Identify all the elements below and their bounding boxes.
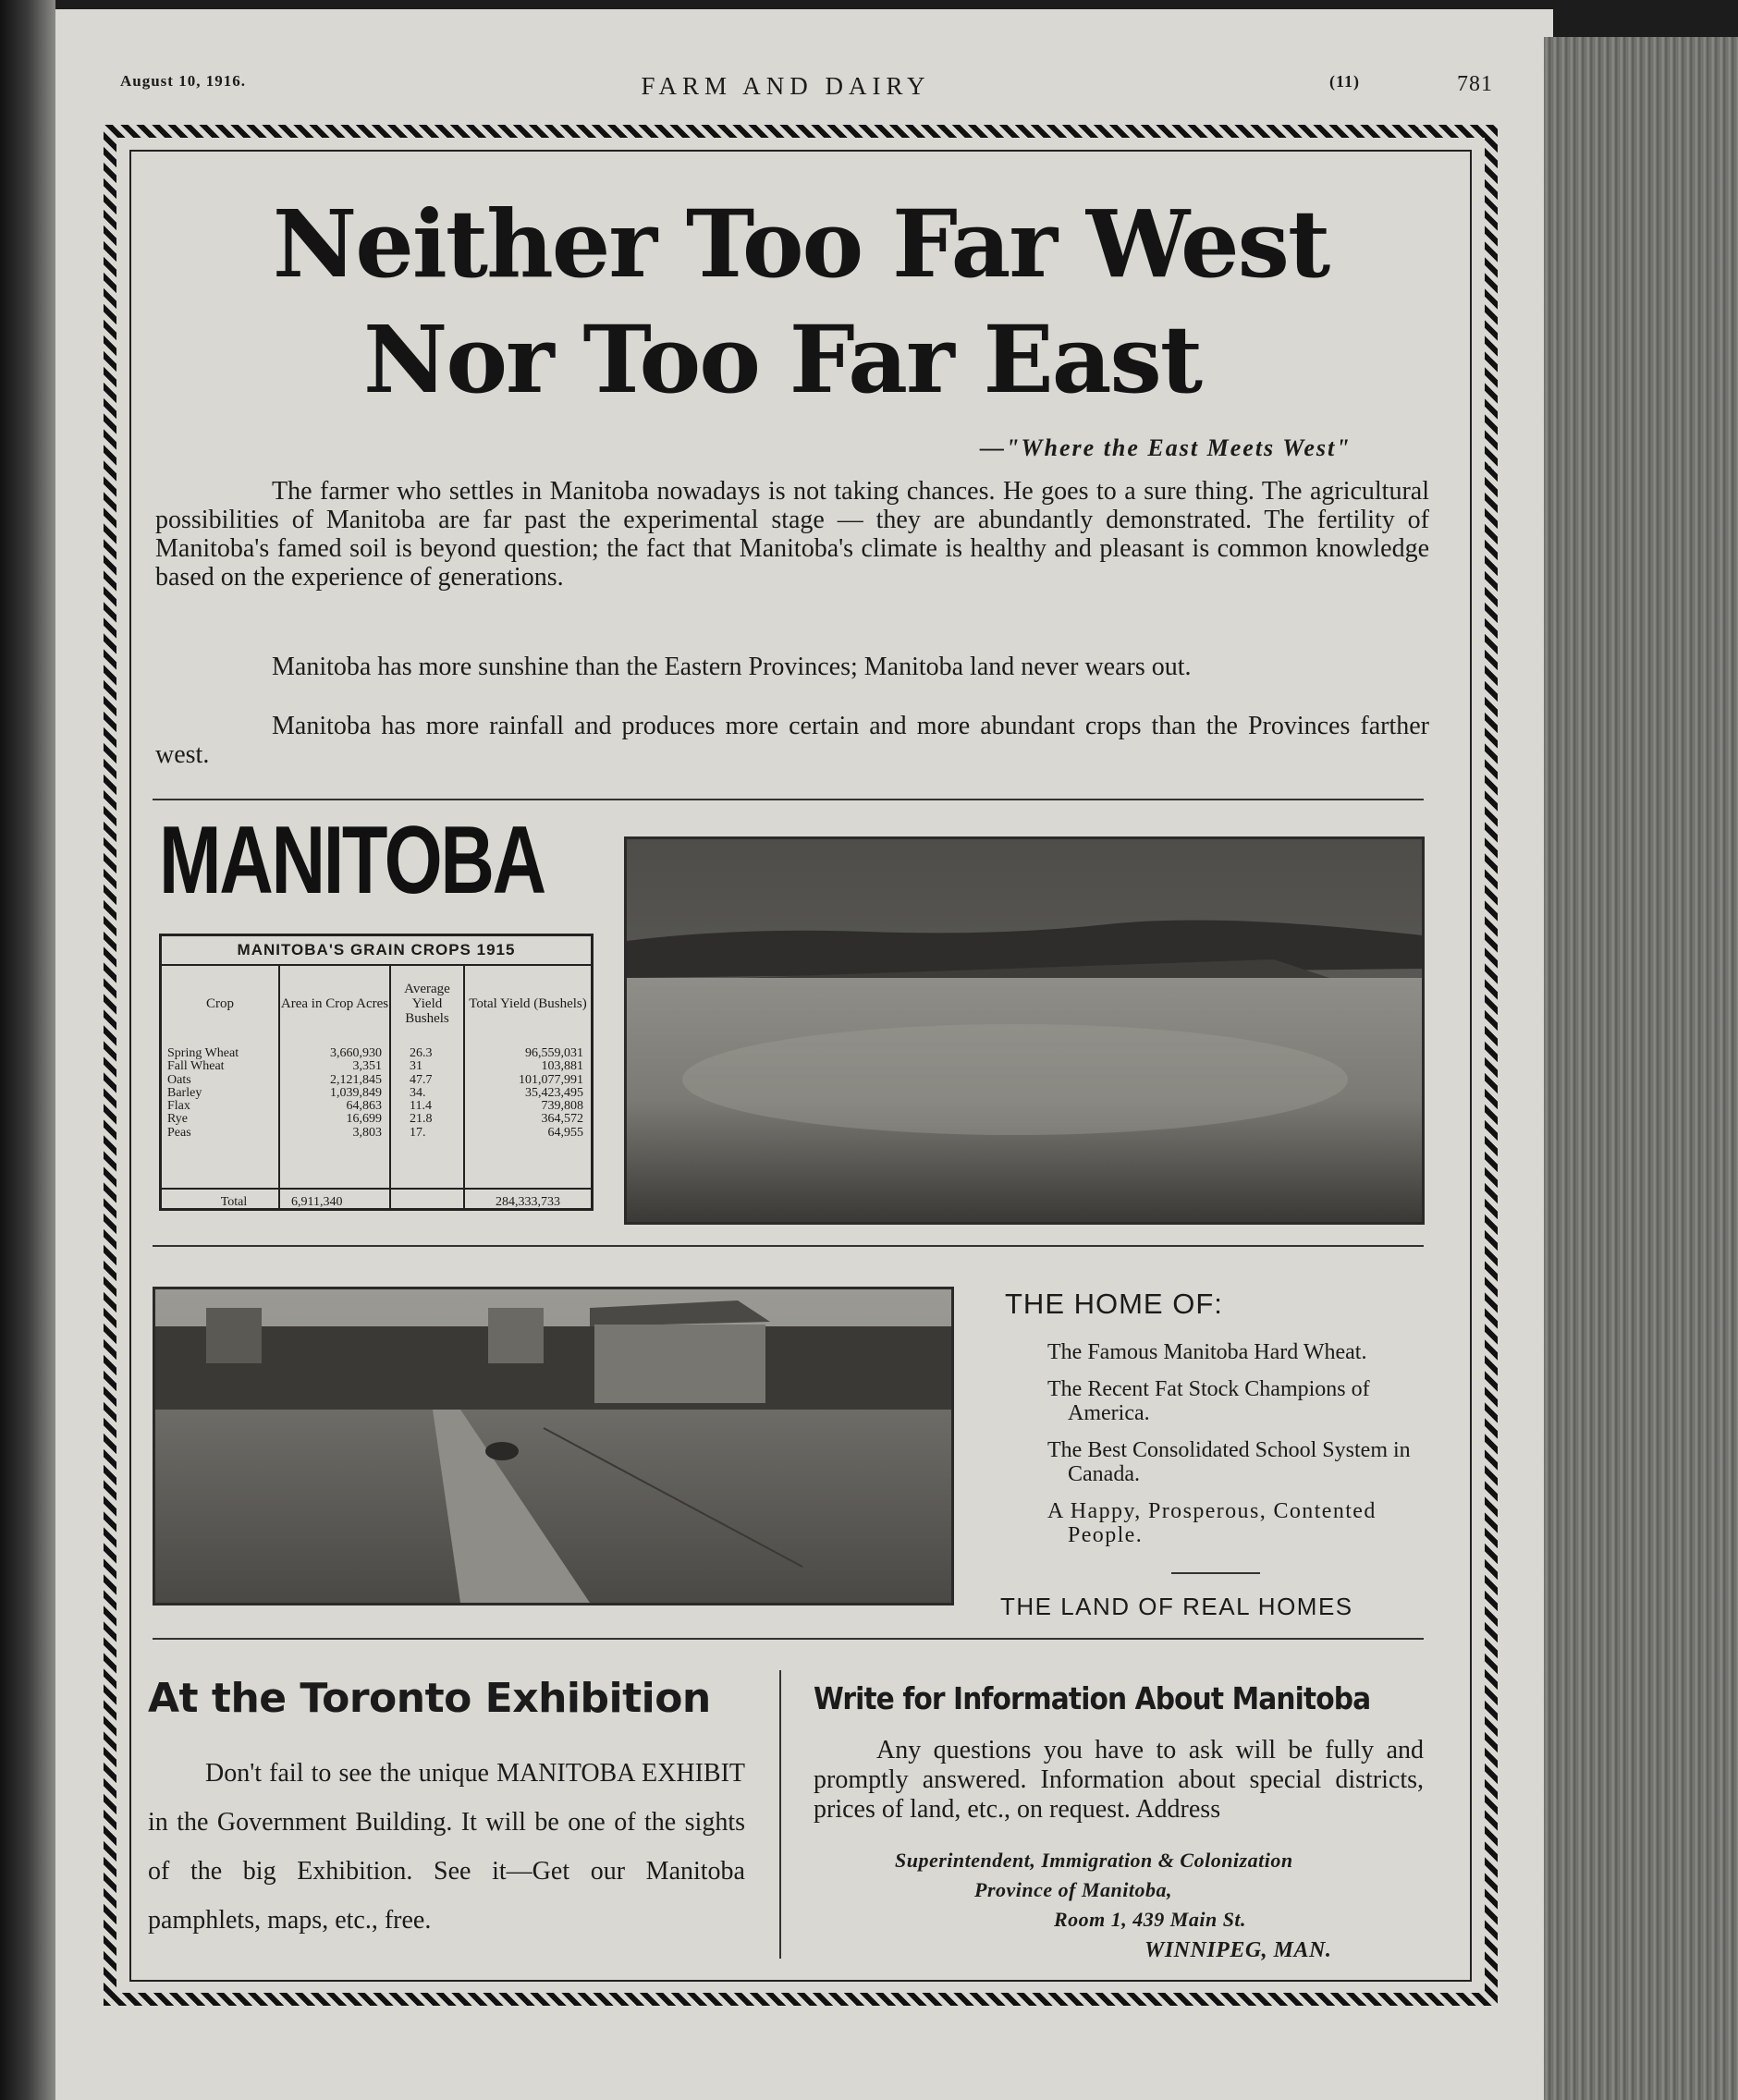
table-cell-yield: 34. <box>410 1085 426 1100</box>
short-divider <box>1171 1572 1260 1574</box>
table-cell-crop: Oats <box>167 1072 191 1087</box>
binding-shadow <box>0 0 55 2100</box>
table-cell-area: 1,039,849 <box>330 1085 382 1100</box>
province-title: MANITOBA <box>159 807 545 914</box>
table-cell-crop: Rye <box>167 1112 188 1127</box>
table-cell-yield: 31 <box>410 1059 422 1074</box>
table-cell-total: 96,559,031 <box>525 1046 583 1060</box>
table-cell-yield: 17. <box>410 1125 426 1140</box>
section-divider-2 <box>153 1245 1424 1247</box>
intro-paragraph-1: The farmer who settles in Manitoba nowadays is not taking chances. He goes to a sure thing. The agricultural possibilities of Manitoba are far past the experimental stage — they are abundantly demonstrated. The fertility of Manitoba's famed soil is beyond question; the fact that Manitoba's climate is healthy and pleasant is common knowledge based on the experience of generations. <box>155 477 1429 592</box>
header-area: Area in Crop Acres <box>280 996 389 1011</box>
table-cell-yield: 11.4 <box>410 1099 432 1114</box>
table-cell-total: 364,572 <box>541 1112 583 1127</box>
address-line-1: Superintendent, Immigration & Colonization <box>895 1849 1293 1872</box>
table-cell-crop: Fall Wheat <box>167 1059 225 1074</box>
intro-paragraph-2: Manitoba has more sunshine than the Eastern Provinces; Manitoba land never wears out. <box>272 653 1192 681</box>
issue-date: August 10, 1916. <box>120 72 246 90</box>
tagline: —"Where the East Meets West" <box>980 434 1352 461</box>
column-area <box>280 966 391 1208</box>
toronto-title: At the Toronto Exhibition <box>148 1675 711 1722</box>
list-item: The Famous Manitoba Hard Wheat. <box>1047 1340 1367 1364</box>
header-crop: Crop <box>206 996 234 1011</box>
section-divider-3 <box>153 1638 1424 1640</box>
table-cell-yield: 26.3 <box>410 1046 433 1060</box>
intro-paragraph-3: Manitoba has more rainfall and produces more certain and more abundant crops than the Provinces farther west. <box>155 712 1429 769</box>
table-cell-area: 2,121,845 <box>330 1072 382 1087</box>
table-cell-area: 64,863 <box>346 1099 382 1114</box>
table-cell-crop: Barley <box>167 1085 202 1100</box>
table-cell-crop: Peas <box>167 1125 191 1140</box>
write-title: Write for Information About Manitoba <box>814 1680 1371 1716</box>
header-total: Total Yield (Bushels) <box>469 996 587 1011</box>
total-area: 6,911,340 <box>280 1188 389 1210</box>
column-crop <box>162 966 280 1208</box>
table-cell-total: 35,423,495 <box>525 1085 583 1100</box>
table-cell-total: 103,881 <box>541 1059 583 1074</box>
total-label: Total <box>162 1188 278 1210</box>
table-cell-area: 3,803 <box>352 1125 382 1140</box>
column-total <box>465 966 591 1208</box>
grain-crops-table <box>159 934 594 1211</box>
farm-homestead-photo <box>153 1287 954 1606</box>
toronto-text: Don't fail to see the unique MANITOBA EXHIBIT in the Government Building. It will be one of the sights of the big Exhibition. See it—Get our Manitoba pamphlets, maps, etc., free. <box>148 1759 745 1935</box>
table-cell-total: 739,808 <box>541 1099 583 1114</box>
page-stack-edge <box>1544 37 1738 2100</box>
headline-line-2: Nor Too Far East <box>362 305 1202 414</box>
wheat-field-photo <box>624 836 1425 1225</box>
section-divider <box>153 799 1424 800</box>
list-item: The Best Consolidated School System in Canada. <box>1047 1438 1411 1486</box>
column-divider <box>779 1670 781 1959</box>
home-of-title: THE HOME OF: <box>1005 1288 1223 1320</box>
total-yield: 284,333,733 <box>465 1188 591 1210</box>
table-cell-area: 3,351 <box>352 1059 382 1074</box>
table-cell-yield: 47.7 <box>410 1072 433 1087</box>
slogan: THE LAND OF REAL HOMES <box>1000 1593 1353 1620</box>
home-of-list <box>1047 1340 1426 1560</box>
headline-line-1: Neither Too Far West <box>272 189 1329 299</box>
table-title: MANITOBA'S GRAIN CROPS 1915 <box>162 936 591 966</box>
table-cell-area: 16,699 <box>346 1112 382 1127</box>
column-yield <box>391 966 465 1208</box>
address-line-3: Room 1, 439 Main St. <box>1054 1908 1247 1931</box>
address-line-4: WINNIPEG, MAN. <box>1144 1938 1332 1962</box>
write-text: Any questions you have to ask will be fully and promptly answered. Information about special districts, prices of land, etc., on request. Address <box>814 1736 1424 1824</box>
header-yield: Average Yield Bushels <box>404 982 450 1026</box>
address-line-2: Province of Manitoba, <box>974 1878 1172 1901</box>
masthead: FARM AND DAIRY <box>641 72 931 100</box>
list-item: A Happy, Prosperous, Contented People. <box>1047 1499 1377 1547</box>
table-cell-yield: 21.8 <box>410 1112 433 1127</box>
page-number: 781 <box>1457 72 1493 96</box>
table-cell-total: 101,077,991 <box>519 1072 583 1087</box>
issue-number: (11) <box>1329 72 1360 91</box>
table-cell-crop: Flax <box>167 1099 190 1114</box>
table-cell-area: 3,660,930 <box>330 1046 382 1060</box>
table-cell-total: 64,955 <box>547 1125 583 1140</box>
table-cell-crop: Spring Wheat <box>167 1046 239 1060</box>
list-item: The Recent Fat Stock Champions of America. <box>1047 1377 1370 1425</box>
